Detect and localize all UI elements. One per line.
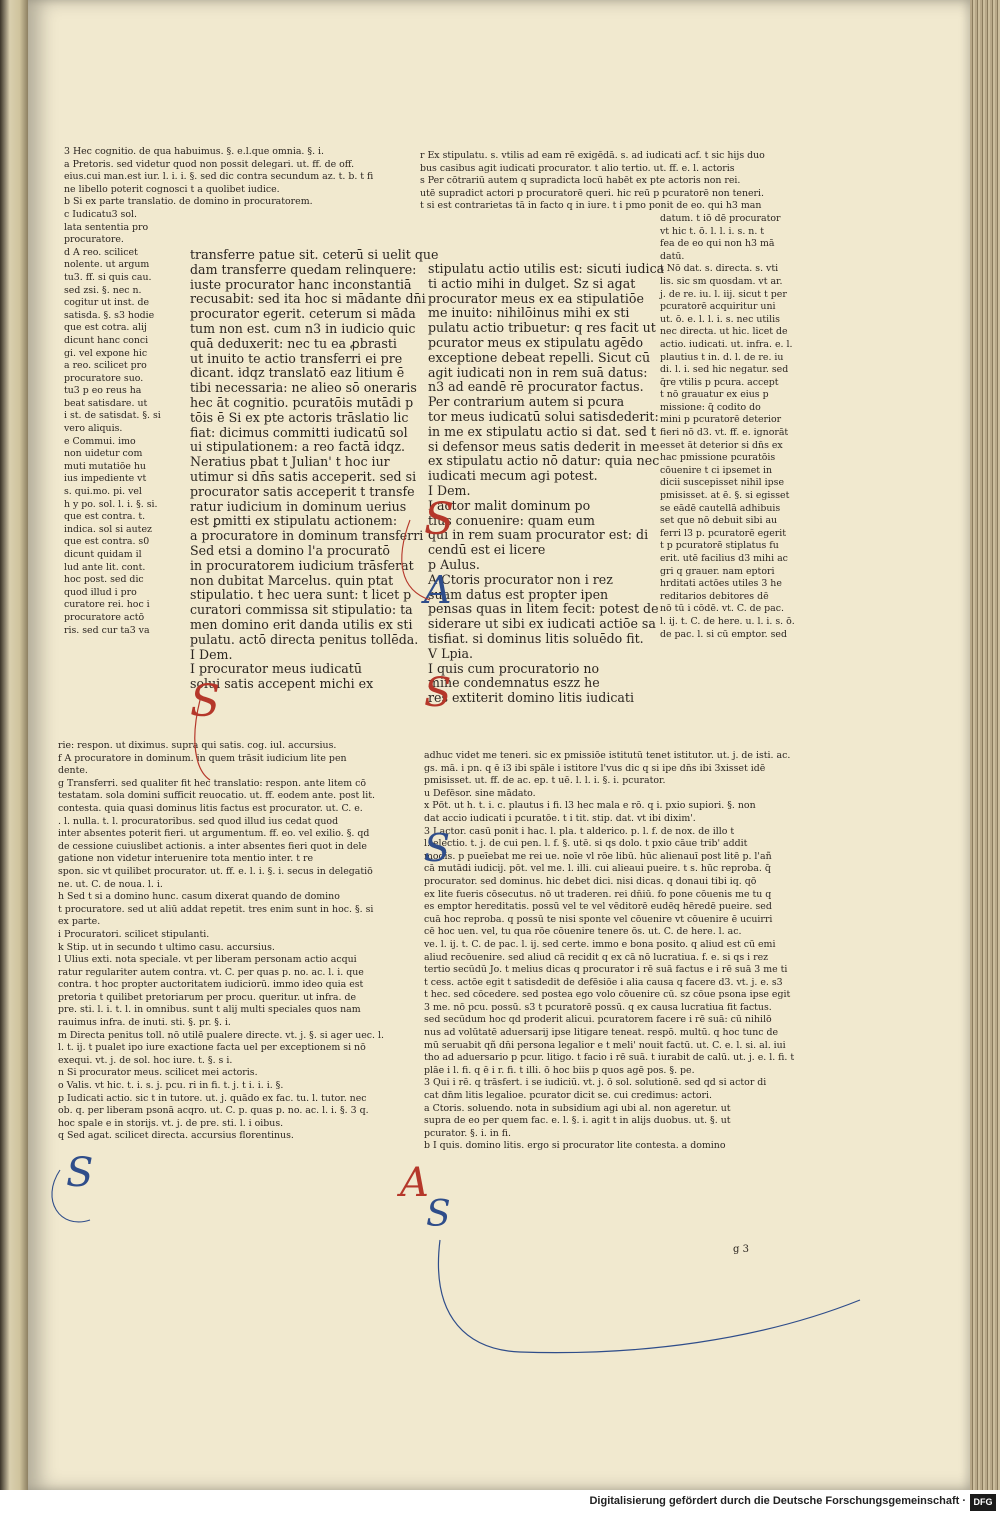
main-text-line: tum non est. cum n3 in iudicio quic (190, 320, 416, 336)
gloss-line: i st. de satisdat. §. si (64, 410, 161, 422)
main-text-line: exceptione debeat repelli. Sicut cū (428, 349, 651, 365)
gloss-line: dicii suscepisset nihil ipse (660, 477, 785, 489)
gloss-line: d A reo. scilicet (64, 246, 138, 258)
main-text-line: I Dem. (190, 646, 233, 662)
gloss-line: x Pōt. ut h. t. i. c. plautus i fi. l3 hec mala e rō. q i. pxio supiori. §. non (424, 800, 756, 812)
gloss-line: p Iudicati actio. sic t in tutore. ut. j. quādo ex fac. tu. l. tutor. nec (58, 1092, 367, 1104)
gloss-line: procuratore actō (64, 611, 145, 623)
gloss-line: o Valis. vt hic. t. i. s. j. pcu. ri in fi. t. j. t i. i. i. §. (58, 1080, 284, 1092)
main-text-line: quā deduxerit: nec tu ea ꝓbrasti (190, 335, 397, 351)
gloss-line: t p pcuratorē stiplatus fu (660, 540, 779, 552)
gloss-line: q Sed agat. scilicet directa. accursius florentinus. (58, 1130, 294, 1142)
gloss-line: muti mutatiōe hu (64, 460, 146, 472)
main-text-line: cendū est ei licere (428, 542, 546, 558)
gloss-line: eius.cui man.est iur. l. i. i. §. sed dic contra secundum az. t. b. t fi (64, 171, 374, 183)
gloss-line: cōuenire t ci ipsemet in (660, 464, 773, 476)
main-text-line: pensas quas in litem fecit: potest de (428, 601, 659, 617)
main-text-line: dam transferre quedam relinquere: (190, 261, 417, 277)
gloss-line: ob. q. per liberam psonā acqro. ut. C. p. quas p. no. ac. l. i. §. 3 q. (58, 1105, 369, 1117)
main-text-line: pulatu actio tribuetur: q res facit ut (428, 320, 656, 336)
gloss-bottom-left (58, 740, 384, 1143)
main-text-line: curatori commissa sit stipulatio: ta (190, 602, 413, 618)
gloss-line: pmisisset. ut. ff. de ac. ep. t uē. l. l. i. §. i. pcurator. (424, 775, 666, 787)
main-text-line: I procurator meus iudicatū (190, 661, 362, 677)
main-text-line: non dubitat Marcelus. quin ptat (190, 572, 394, 588)
gloss-line: ferri l3 p. pcuratorē egerit (660, 527, 786, 539)
gloss-line: tertio secūdū Jo. t melius dicas q procurator i rē suā factus e i rē suā 3 me ti (424, 964, 788, 976)
main-text-line: tisfiat. si dominus litis soluēdo fit. (428, 630, 644, 646)
gloss-line: nolente. ut argum (64, 259, 150, 271)
main-text-line: procurator egerit. ceterum si māda (190, 306, 416, 322)
gloss-line: k Stip. ut in secundo t ultimo casu. accursius. (58, 941, 275, 953)
gloss-line: t cess. actōe egit t satisdedit de defēsiōe i alia causa q facere d3. vt. j. e. s3 (424, 976, 783, 988)
main-text-line: suam datus est propter ipen (428, 586, 609, 602)
gloss-line: cat dn̄m litis legalioe. pcurator dicit se. cui credimus: actori. (424, 1090, 713, 1102)
main-text-line: ui stipulationem: a reo factā idqz. (190, 439, 405, 455)
gloss-line: curatore rei. hoc i (64, 599, 150, 611)
gloss-line: gi. vel expone hic (64, 347, 148, 359)
gloss-line: 3 me. nō pcu. possū. s3 t pcuratorē possū. q ex causa lucratiua fit factus. (424, 1001, 772, 1013)
main-text-line: transferre patue sit. ceterū si uelit que (190, 247, 439, 262)
gloss-line: ratur regulariter autem contra. vt. C. per quas p. no. ac. l. i. que (58, 966, 364, 978)
gloss-line: . l. nulla. t. l. procuratoribus. sed quod illud ius cedat quod (58, 815, 339, 827)
main-text-line: ex stipulatu actio nō datur: quia nec (428, 453, 660, 469)
main-text-line: solui satis accepent michi ex (190, 676, 374, 692)
main-text-line: qui in rem suam procurator est: di (428, 527, 649, 543)
gloss-line: hoc post. sed dic (64, 574, 144, 586)
gloss-line: a Ctoris. soluendo. nota in subsidium agi ubi al. non ageretur. ut (424, 1102, 731, 1114)
gloss-line: vt hic t. ō. l. l. i. s. n. t (660, 225, 765, 237)
main-text-line: si defensor meus satis dederit in me (428, 438, 660, 454)
gloss-line: a reo. scilicet pro (64, 360, 147, 372)
gloss-line: nec directa. ut hic. licet de (660, 326, 788, 338)
gloss-line: l. electio. t. j. de cui pen. l. f. §. utē. si qs dolo. t pxio cāue trib' addit (424, 838, 748, 850)
gloss-line: pre. sti. l. i. t. l. in omnibus. sunt t alij multi speciales quos nam (58, 1004, 361, 1016)
main-text-line: ti actio mihi in dulget. Sz si agat (428, 275, 636, 291)
gloss-line: fieri nō d3. vt. ff. e. ignorāt (660, 427, 789, 439)
gloss-line: gs. mā. i pn. q ē i3 ibi spāle i istitore l'vus dic q si ipe dn̄s ibi 3xisset idē (424, 762, 766, 774)
gloss-line: l Ulius exti. nota speciale. vt per liberam personam actio acqui (58, 954, 357, 966)
gloss-line: t hec. sed cōcedere. sed postea ego volo cōuenire cū. sz cōue psona ipse egit (424, 989, 791, 1001)
gloss-line: esset āt deterior si dn̄s ex (660, 439, 783, 451)
gloss-line: sed secūdum hoc qd proderit alicui. pcuratorem facere i rē suā: cū nihilō (424, 1014, 772, 1026)
gloss-line: u Defēsor. sine mādato. (424, 787, 536, 799)
rubric-initial-s-2: S (424, 494, 455, 545)
gloss-line: de pac. l. si cū emptor. sed (660, 628, 787, 640)
rubric-initial-a: A (424, 568, 452, 612)
gloss-line: hoc spale e in storijs. vt. j. de pre. sti. l. i oibus. (58, 1117, 284, 1129)
gloss-line: j. de re. iu. l. iij. sicut t per (660, 288, 787, 300)
main-text-line: stipulatio. t hec uera sunt: t licet p (190, 587, 412, 603)
main-text-line: Neratius pbat t Julian' t hoc iur (190, 454, 390, 470)
gloss-line: datū. (660, 250, 685, 262)
gloss-line: b Si ex parte translatio. de domino in procuratorem. (64, 196, 313, 208)
gloss-line: supra de eo per quem fac. e. l. §. i. agit t in alijs duobus. ut. §. ut (424, 1115, 731, 1127)
main-text-line: in procuratorem iudicium trāsferat (190, 557, 414, 573)
main-text-line: siderare ut sibi ex iudicati actiōe sa (428, 616, 656, 632)
gloss-line: pretoria t quilibet pretoriarum per procu. queritur. ut infra. de (58, 991, 357, 1003)
gloss-line: tu3 p eo reus ha (64, 385, 142, 397)
gloss-line: procuratore suo. (64, 372, 144, 384)
main-text-line: ut inuito te actio transferri ei pre (190, 350, 403, 366)
gloss-line: cuā hoc reproba. q possū te nisi sponte vel cōuenire vt cōuenire ē ucuirri (424, 913, 773, 925)
main-text-line: est ꝑmitti ex stipulatu actionem: (190, 513, 398, 529)
gloss-bottom-right (424, 750, 794, 1153)
main-text-line: dicant. idqz translatō eaz litium ē (190, 365, 405, 381)
gloss-line: testatam. sola domini sufficit reuocatio. ut. ff. eodem ante. post lit. (58, 790, 376, 802)
gloss-line: t nō grauatur ex eius p (660, 389, 769, 401)
gloss-line: nō tū i cōdē. vt. C. de pac. (660, 603, 785, 615)
gloss-line: lud ante lit. cont. (64, 561, 146, 573)
main-text-line: stipulatu actio utilis est: sicuti iudica (428, 261, 665, 276)
gloss-line: f A procuratore in dominum. in quem trāsit iudicium lite pen (58, 752, 347, 764)
gloss-line: que est cotra. alij (64, 322, 147, 334)
gloss-line: ex parte. (58, 916, 101, 928)
gloss-line: ne libello poterit cognosci t a quolibet iudice. (64, 183, 280, 195)
gloss-line: es emptor hereditatis. possū vel te vel vēditorē eudēq hēredē pueire. sed (424, 901, 772, 913)
gloss-line: t si est contrarietas tā in facto q in iure. t i pmo ponit de eo. qui h3 man (420, 200, 762, 212)
gloss-line: actio. iudicati. ut. infra. e. l. (660, 338, 793, 350)
gloss-line: modis. p pueīebat me rei ue. noīe vl rōe libū. hūc alienauī post litē p. l'añ (424, 850, 772, 862)
main-text-line: hec āt cognitio. pcuratōis mutādi p (190, 394, 414, 410)
gloss-line: ut. ō. e. l. l. i. s. nec utilis (660, 313, 780, 325)
gloss-line: e Commui. imo (64, 435, 136, 447)
main-text-line: Sed etsi a domino l'a procuratō (190, 542, 390, 558)
gloss-line: rie: respon. ut diximus. supra qui satis. cog. iul. accursius. (58, 740, 337, 751)
rubric-initial-s-6: S (426, 1194, 451, 1235)
gloss-line: lis. sic sm quosdam. vt ar. (660, 275, 783, 287)
gloss-line: erit. utē facilius d3 mihi ac (660, 553, 788, 564)
main-text-line: p Aulus. (428, 556, 480, 572)
gloss-line: exequi. vt. j. de sol. hoc iure. t. §. s i. (58, 1054, 233, 1066)
main-text-line: Per contrarium autem si pcura (428, 394, 625, 410)
gloss-line: b I quis. domino litis. ergo si procurator lite contesta. a domino (424, 1140, 726, 1152)
main-text-line: me inuito: nihilōinus mihi ex sti (428, 305, 630, 321)
gloss-line: hrditati actōes utiles 3 he (660, 578, 782, 590)
gloss-line: non uidetur com (64, 448, 143, 460)
gloss-line: s Per cōtrariū autem q supradicta locū habēt ex pte actoris non rei. (420, 175, 741, 187)
main-text-line: I quis cum procuratorio no (428, 660, 600, 676)
gloss-line: dicunt quidam il (64, 549, 142, 560)
main-text-line: tius conuenire: quam eum (428, 512, 595, 528)
gloss-line: mini p pcuratorē deterior (660, 414, 782, 426)
gloss-line: sed zsi. §. nec n. (64, 284, 142, 296)
gloss-line: tu3. ff. si quis cau. (64, 271, 152, 283)
main-text-line: n3 ad eandē rē procurator factus. (428, 379, 644, 395)
footer-credit: Digitalisierung gefördert durch die Deutsche Forschungsgemeinschaft · (589, 1495, 966, 1507)
main-text-line: procurator meus ex ea stipulatiōe (428, 290, 644, 306)
main-text-line: utimur si dn̄s satis acceperit. sed si (190, 468, 417, 484)
main-text-column-1 (190, 248, 439, 692)
main-text-line: I actor malit dominum po (428, 497, 591, 513)
rubric-initial-a-2: A (400, 1160, 429, 1206)
gloss-line: m Directa penitus toll. nō utilē pualere directe. vt. j. §. si ager uec. l. (58, 1029, 384, 1041)
gloss-line: mū seruabit qñ dn̄i persona legalior e t meli' nouit factū. ut. C. e. l. si. al. iui (424, 1039, 786, 1051)
dfg-logo: DFG (970, 1494, 996, 1511)
rubric-initial-s-3: S (424, 670, 452, 716)
gloss-line: plāe i l. fi. q ē i r. fi. t illi. ō hoc biis p quos agē pos. §. pe. (424, 1064, 695, 1076)
gloss-line: q̄re vtilis p pcura. accept (660, 376, 779, 388)
gloss-line: pcuratorē acquiritur uni (660, 301, 776, 313)
gloss-line: 3 Qui i rē. q trāsfert. i se iudiciū. vt. j. ō sol. solutionē. sed qd si actor di (424, 1077, 767, 1089)
main-text-line: pcurator meus ex stipulatu agēdo (428, 334, 644, 350)
gloss-line: c Iudicatu3 sol. (64, 208, 137, 220)
gloss-line: adhuc videt me teneri. sic ex pmissiōe istitutū tenet istitutor. ut. j. de isti. ac. (424, 750, 791, 761)
gloss-line: gatione non videtur interuenire tota mentio inter. t re (58, 853, 313, 865)
gloss-line: missione: q̄ codito do (660, 401, 761, 413)
gloss-line: l. ij. t. C. de here. u. l. i. s. ō. (660, 615, 795, 627)
rubric-initial-s-4: S (66, 1150, 94, 1196)
gloss-line: beat satisdare. ut (64, 397, 148, 409)
rubric-initial-s-5: S (424, 826, 451, 870)
rubric-initial-s-1: S (190, 676, 221, 727)
gloss-line: a Pretoris. sed videtur quod non possit delegari. ut. ff. de off. (64, 158, 355, 170)
gloss-line: fea de eo qui non h3 mā (660, 238, 775, 250)
gloss-line: cā mutādi iudicij. pōt. vel me. l. illi. cui alieaui pueire. t s. hūc reproba. q̄ (424, 863, 771, 875)
main-text-line: res extiterit domino litis iudicati (428, 690, 635, 706)
gloss-line: utē supradict actori p procuratorē queri. hic reū p pcuratorē non teneri. (420, 187, 765, 199)
footer-bar (0, 1490, 1000, 1517)
gloss-line: cogitur ut inst. de (64, 297, 150, 309)
gloss-line: h Sed t si a domino hunc. casum dixerat quando de domino (58, 891, 340, 903)
gloss-line: s. qui.mo. pi. vel (64, 486, 142, 498)
gloss-line: ius impediente vt (64, 473, 147, 485)
main-text-line: tor meus iudicatū solui satisdederit: (428, 408, 659, 424)
book-spine-edge (0, 0, 28, 1490)
gloss-line: lata sententia pro (64, 221, 149, 233)
main-text-line: ratur iudicium in dominum uerius (190, 498, 407, 514)
gloss-line: contra. t hoc propter auctoritatem iudiciorū. immo ideo quia est (58, 979, 364, 991)
gloss-line: ve. l. ij. t. C. de pac. l. ij. sed certe. immo e bona posito. q aliud est cū emi (424, 938, 776, 950)
gloss-line: aliud recōuenire. sed aliud cā recidit q ex cā nō lucratiua. f. e. si qs i rez (424, 951, 769, 963)
gloss-line: ne. ut. C. de noua. l. i. (58, 878, 163, 890)
gloss-line: 3 Hec cognitio. de qua habuimus. §. e.l.que omnia. §. i. (64, 146, 325, 157)
gloss-line: inter absentes poterit fieri. ut argumentum. ff. eo. vel exilio. §. qd (58, 828, 370, 840)
gloss-line: se eādē cautellā adhibuis (660, 502, 781, 514)
main-text-line: I Dem. (428, 482, 471, 498)
main-text-line: procurator satis acceperit t transfe (190, 483, 415, 499)
gloss-line: que est contra. t. (64, 511, 146, 523)
main-text-line: fiat: dicimus committi iudicatū sol (190, 424, 408, 440)
gloss-line: que est contra. s0 (64, 536, 150, 548)
gloss-line: t procuratore. sed ut aliū addat repetit. tres enim sunt in hoc. §. si (58, 903, 374, 915)
gloss-line: nus ad volūtatē aduersarij ipse litigare teneat. respō. multū. q hoc tunc de (424, 1027, 779, 1039)
gloss-line: plautius t in. d. l. de re. iu (660, 351, 784, 363)
gloss-line: set que nō debuit sibi au (660, 515, 778, 527)
gloss-line: datum. t iō dē procurator (660, 212, 781, 224)
gloss-line: 3 I actor. casū ponit i hac. l. pla. t alderico. p. l. f. de nox. de illo t (424, 825, 735, 837)
gloss-line: n Si procurator meus. scilicet mei actoris. (58, 1067, 258, 1079)
gloss-line: dat accio iudicati i pcuratōe. t i tit. stip. dat. vt ibi dixim'. (424, 812, 696, 824)
gloss-right-column (420, 150, 795, 641)
gloss-line: pcurator. §. i. in fi. (424, 1127, 512, 1139)
gloss-line: reditarios debitores dē (660, 590, 769, 602)
gloss-line: pmisisset. at ē. §. si egisset (660, 490, 790, 502)
signature-mark: g 3 (733, 1244, 749, 1255)
gloss-line: procurator. sed dominus. hic debet dici. nisi dicas. q donaui tibi iq. qō (424, 875, 757, 887)
gloss-line: quod illud i pro (64, 586, 137, 598)
gloss-line: gri q grauer. nam eptori (660, 565, 775, 577)
main-text-line: tōis ē Si ex pte actoris trāslatio lic (190, 409, 409, 425)
gloss-line: vero aliquis. (64, 423, 123, 435)
main-text-line: tibi necessaria: ne alieo sō oneraris (190, 380, 417, 396)
gloss-line: ris. sed cur ta3 va (64, 624, 150, 636)
gloss-line: l. t. ij. t pualet ipo iure exactione facta uel per exceptionem si nō (58, 1042, 366, 1054)
page-fore-edge (970, 0, 1000, 1490)
gloss-line: spon. sic vt quilibet procurator. ut. ff. e. l. i. §. i. secus in delegatiō (58, 865, 373, 877)
gloss-line: t Nō dat. s. directa. s. vti (660, 263, 779, 275)
main-text-line: V Lpia. (428, 645, 474, 661)
main-text-line: pulatu. actō directa penitus tollēda. (190, 631, 419, 647)
gloss-line: di. l. i. sed hic negatur. sed (660, 364, 789, 376)
gloss-line: r Ex stipulatu. s. vtilis ad eam rē exigēdā. s. ad iudicati acf. t sic hijs duo (420, 150, 765, 161)
main-text-line: mine condemnatus eszz he (428, 675, 600, 691)
gloss-line: dente. (58, 765, 88, 777)
gloss-line: dicunt hanc conci (64, 334, 149, 346)
main-text-line: iudicati mecum agi potest. (428, 468, 598, 484)
gloss-line: h y po. sol. l. i. §. si. (64, 498, 158, 510)
gloss-line: cē hoc uen. vel, tu qua rōe cōuenire tenere ōs. ut. C. de here. l. ac. (424, 926, 742, 938)
gloss-line: hac pmissione pcuratōis (660, 452, 776, 464)
gloss-line: tho ad aduersario p pcur. litigo. t facio i rē suā. t iurabit de calū. ut. j. e. l. fi. t (424, 1052, 795, 1064)
gloss-line: rauimus infra. de inuti. sti. §. pr. §. i. (58, 1017, 231, 1029)
main-text-line: in me ex stipulatu actio si dat. sed t (428, 423, 656, 439)
gloss-line: bus casibus agit iudicati procurator. t alio tertio. ut. ff. e. l. actoris (420, 162, 735, 174)
gloss-line: i Procuratori. scilicet stipulanti. (58, 928, 210, 940)
gloss-line: de cessione cuiuslibet actionis. a inter absentes fieri quot in dele (58, 840, 367, 852)
gloss-line: ex lite fueris cōsecutus. nō ut traderen. rei dn̄iū. fo pone cōuenis me tu q (424, 888, 772, 900)
gloss-line: procuratore. (64, 234, 124, 246)
gloss-line: g Transferri. sed qualiter fit hec translatio: respon. ante litem cō (58, 777, 366, 789)
main-text-line: a procuratore in dominum transferri (190, 528, 424, 544)
main-text-line: A Ctoris procurator non i rez (428, 571, 613, 587)
main-text-line: men domino erit danda utilis ex sti (190, 616, 413, 632)
gloss-line: satisda. §. s3 hodie (64, 309, 155, 321)
main-text-line: recusabit: sed ita hoc si mādante dn̄i (190, 291, 426, 307)
main-text-line: agit iudicati non in rem suā datus: (428, 364, 648, 380)
gloss-line: contesta. quia quasi dominus litis factus est procurator. ut. C. e. (58, 802, 363, 814)
gloss-line: indica. sol si autez (64, 523, 152, 535)
main-text-line: iuste procurator hanc inconstantiā (190, 276, 412, 292)
